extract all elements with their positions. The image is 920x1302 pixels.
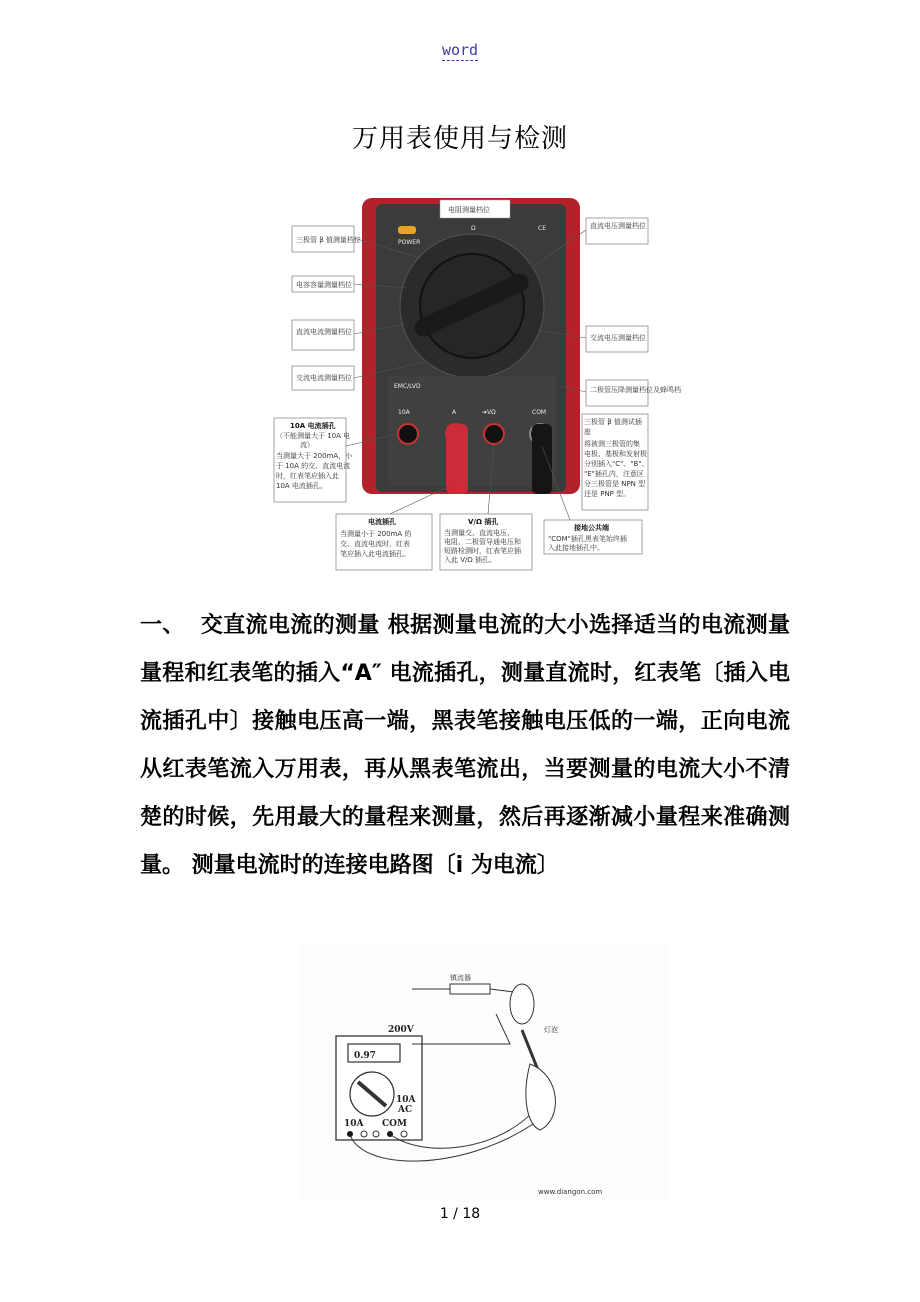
jack-com-label: COM — [532, 409, 547, 416]
multimeter-figure — [270, 196, 681, 574]
body-paragraph — [140, 602, 790, 890]
svg-text:电阻、二极管导通电压和: 电阻、二极管导通电压和 — [444, 538, 521, 546]
svg-text:电容容量测量档位: 电容容量测量档位 — [296, 281, 352, 289]
rheostat — [450, 984, 490, 994]
callout-hfe — [582, 414, 649, 510]
rheostat-label: 镇流器 — [450, 974, 471, 982]
power-button — [398, 226, 416, 234]
jack-10a-label: 10A — [398, 409, 410, 416]
dial-10a: 10A — [396, 1095, 416, 1105]
svg-text:当测量交、直流电压、: 当测量交、直流电压、 — [444, 529, 514, 537]
ce-mark: CE — [538, 225, 546, 232]
svg-text:入此 V/Ω 插孔。: 入此 V/Ω 插孔。 — [444, 556, 496, 564]
dial-ac: AC — [398, 1105, 413, 1115]
lamp — [510, 984, 534, 1024]
svg-text:三极管 β 值测量档位: 三极管 β 值测量档位 — [296, 236, 361, 244]
svg-text:接地公共端: 接地公共端 — [574, 524, 609, 532]
svg-text:当测量大于 200mA，小: 当测量大于 200mA，小 — [276, 452, 353, 460]
circuit-diagram — [300, 944, 668, 1202]
section-text: 交直流电流的测量 根据测量电流的大小选择适当的电流测量量程和红表笔的插入“A″ 电流插孔，测量直流时，红表笔〔插入电流插孔中〕接触电压高一端，黑表笔接触电压低的一端，正向电流从红表笔流入万用表，再从黑表笔流出，当要测量的电流大小不清楚的时候，先用最大的量程来测量，然后再逐渐减小量程来准确测量。 测量电流时的连接电路图〔i 为电流〕 — [140, 613, 790, 878]
svg-text:交流电流测量档位: 交流电流测量档位 — [296, 374, 352, 382]
svg-text:座: 座 — [584, 428, 591, 436]
svg-text:于 10A 的交、直流电流: 于 10A 的交、直流电流 — [276, 462, 351, 470]
svg-text:分别插入"C"、"B"、: 分别插入"C"、"B"、 — [584, 460, 649, 468]
power-label: POWER — [398, 239, 421, 246]
svg-text:当测量小于 200mA 的: 当测量小于 200mA 的 — [340, 530, 412, 538]
page-title: 万用表使用与检测 — [351, 124, 568, 154]
svg-text:V/Ω 插孔: V/Ω 插孔 — [468, 518, 499, 526]
omega-mark: Ω — [471, 225, 476, 232]
jack-a-label: A — [452, 409, 457, 416]
page-number: 1 / 18 — [439, 1206, 481, 1222]
svg-text:分三极管是 NPN 型: 分三极管是 NPN 型 — [584, 480, 646, 488]
label-resistance-text: 电阻测量档位 — [448, 206, 490, 214]
jack-com-text: COM — [382, 1119, 407, 1129]
lamp-label: 灯泡 — [544, 1026, 558, 1034]
svg-text:将被测三极管的集: 将被测三极管的集 — [584, 440, 640, 448]
circuit-figure — [300, 944, 668, 1202]
svg-text:交流电压测量档位: 交流电压测量档位 — [590, 334, 646, 342]
svg-text:短路检测时，红表笔应插: 短路检测时，红表笔应插 — [444, 547, 521, 555]
section-number: 一、 — [140, 613, 185, 638]
svg-text:10A 电流插孔: 10A 电流插孔 — [290, 422, 336, 430]
svg-text:电流插孔: 电流插孔 — [368, 518, 396, 526]
red-probe-plug — [446, 424, 468, 494]
page-header — [0, 40, 920, 59]
svg-text:还是 PNP 型。: 还是 PNP 型。 — [584, 490, 631, 498]
voltage-label: 200V — [388, 1025, 414, 1035]
jack-10a-text: 10A — [344, 1119, 364, 1129]
svg-text:"COM"插孔黑表笔始终插: "COM"插孔黑表笔始终插 — [548, 535, 627, 543]
svg-text:入此接地插孔中。: 入此接地插孔中。 — [548, 544, 604, 552]
svg-text:流）: 流） — [300, 441, 314, 449]
svg-text:直流电流测量档位: 直流电流测量档位 — [296, 328, 352, 336]
header-word-link[interactable]: word — [441, 41, 479, 59]
multimeter-illustration — [270, 196, 681, 574]
svg-text:笔应插入此电流插孔。: 笔应插入此电流插孔。 — [340, 550, 410, 558]
jack-v — [484, 424, 504, 444]
callout-a — [336, 486, 450, 570]
svg-text:"E"插孔内，注意区: "E"插孔内，注意区 — [584, 470, 644, 478]
svg-text:直流电压测量档位: 直流电压测量档位 — [590, 222, 646, 230]
emc-label: EMC/LVD — [394, 383, 421, 390]
svg-text:（不能测量大于 10A 电: （不能测量大于 10A 电 — [276, 432, 351, 440]
svg-text:10A 电流插孔。: 10A 电流插孔。 — [276, 482, 327, 490]
jack-v-label: ➔VΩ — [482, 409, 496, 416]
black-probe-plug — [532, 424, 552, 494]
svg-text:时，红表笔应插入此: 时，红表笔应插入此 — [276, 472, 339, 480]
svg-text:三极管 β 值测试插: 三极管 β 值测试插 — [584, 418, 642, 426]
svg-text:电极、基极和发射极: 电极、基极和发射极 — [584, 450, 647, 458]
display-value: 0.97 — [354, 1051, 376, 1061]
svg-text:二极管压降测量档位及蜂鸣档: 二极管压降测量档位及蜂鸣档 — [590, 386, 681, 394]
svg-text:交、直流电流时，红表: 交、直流电流时，红表 — [340, 540, 410, 548]
watermark: www.diangon.com — [538, 1188, 603, 1196]
jack-10a — [398, 424, 418, 444]
